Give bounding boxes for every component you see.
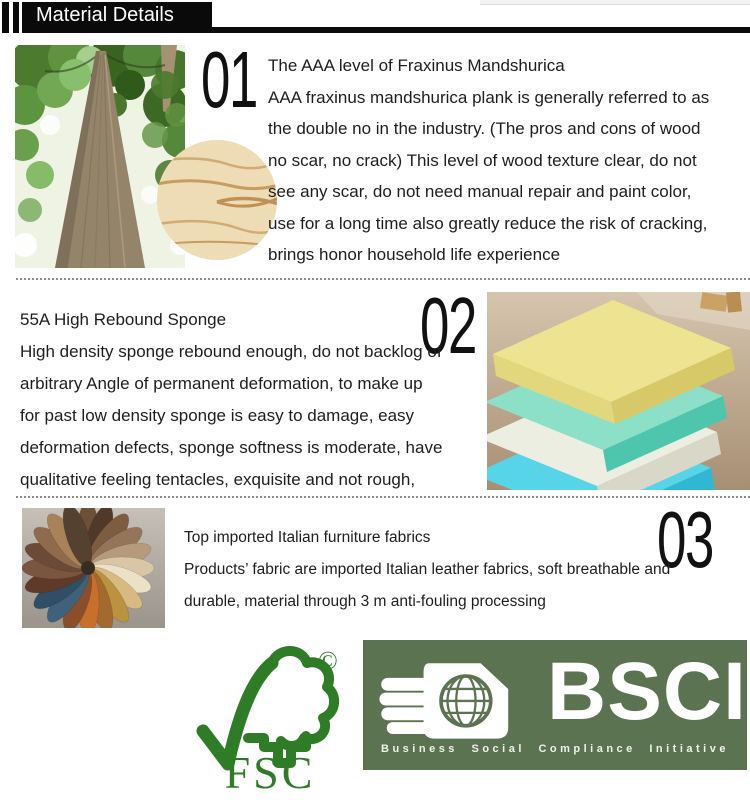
fsc-logo	[190, 635, 350, 795]
page-title: Material Details	[36, 4, 174, 26]
section-heading-line: 55A High Rebound Sponge	[20, 310, 227, 329]
tree-photo-illustration	[15, 45, 185, 268]
bsci-caption: Business Social Compliance Initiative	[381, 743, 729, 755]
tree-photo	[15, 45, 185, 268]
section-body-line: deformation defects, sponge softness is moderate, have	[20, 438, 443, 457]
section-body-line: durable, material through 3 m anti-fouling processing	[184, 593, 546, 610]
wood-grain-illustration	[157, 140, 277, 260]
fabric-fan-illustration	[22, 508, 165, 628]
bsci-logo	[363, 640, 747, 770]
page-edge-artifact	[480, 0, 750, 5]
section-number: 03	[657, 495, 714, 584]
section-body-line: see any scar, do not need manual repair and paint color,	[268, 182, 692, 201]
header-accent-bar	[13, 2, 19, 33]
header-accent-bar	[2, 2, 9, 33]
fsc-copyright: ©	[318, 646, 338, 675]
section-body-line: the double no in the industry. (The pros and cons of wood	[268, 119, 701, 138]
section-03-text	[184, 522, 670, 618]
section-body-line: AAA fraxinus mandshurica plank is generally referred to as	[268, 87, 710, 107]
fabric-swatch-fan-photo	[22, 508, 165, 628]
section-01-text	[268, 50, 709, 271]
section-number: 01	[201, 35, 258, 124]
section-body-line: Products’ fabric are imported Italian leather fabrics, soft breathable and	[184, 561, 671, 578]
bsci-hand-globe-icon	[379, 654, 527, 746]
fsc-tree-checkmark-icon	[190, 635, 350, 795]
section-heading-line: The AAA level of Fraxinus Mandshurica	[268, 56, 565, 75]
section-body-line: brings honor household life experience	[268, 245, 561, 264]
section-body-line: use for a long time also greatly reduce the risk of cracking,	[268, 213, 708, 233]
section-body-line: qualitative feeling tentacles, exquisite and not rough,	[20, 470, 416, 489]
section-02-text	[20, 304, 442, 496]
dotted-divider	[16, 496, 750, 498]
section-body-line: for past low density sponge is easy to damage, easy	[20, 406, 415, 425]
bsci-wordmark: BSCI	[547, 646, 747, 737]
section-body-line: High density sponge rebound enough, do not backlog of	[20, 342, 442, 361]
sponge-photo	[487, 292, 750, 490]
wood-grain-inset	[157, 140, 277, 260]
sponge-photo-illustration	[487, 292, 750, 490]
header-title-box	[22, 2, 212, 29]
section-heading-line: Top imported Italian furniture fabrics	[184, 529, 431, 546]
section-number: 02	[420, 281, 477, 370]
dotted-divider	[16, 278, 750, 280]
section-body-line: arbitrary Angle of permanent deformation, to make up	[20, 374, 423, 393]
fsc-wordmark: FSC	[224, 747, 316, 795]
section-body-line: no scar, no crack) This level of wood texture clear, do not	[268, 150, 697, 170]
